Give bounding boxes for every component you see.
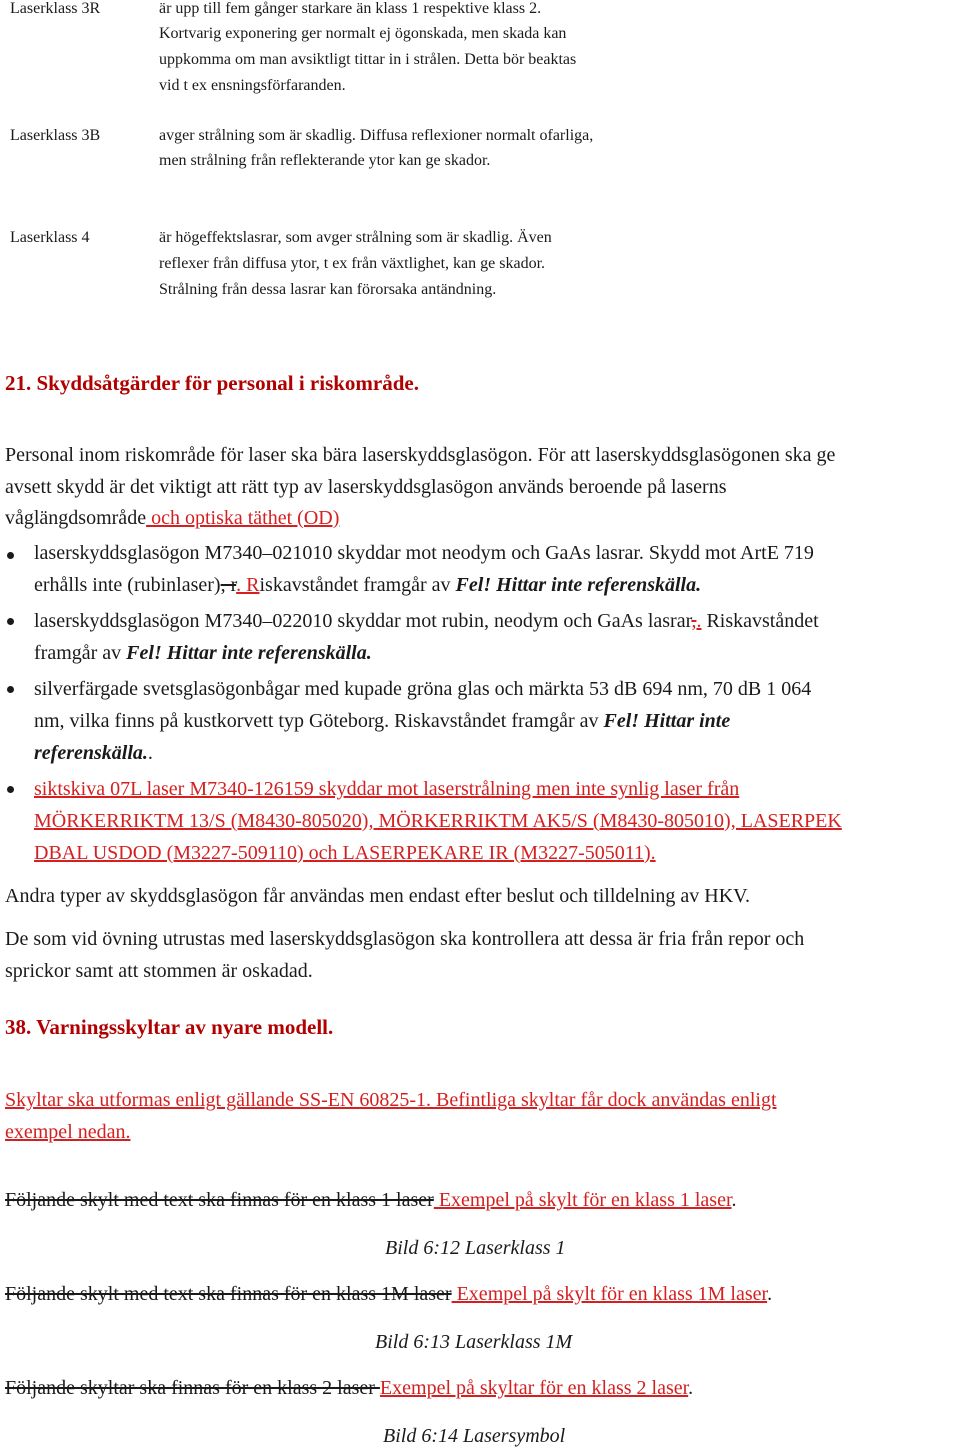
text-run: laserskyddsglasögon M7340–022010 skyddar mot rubin, neodym och GaAs lasrar [34,610,692,632]
bullet-line [34,569,701,601]
paragraph-other-glasses: Andra typer av skyddsglasögon får användas men endast efter beslut och tilldelning av HKV. [5,885,750,907]
inserted-text: Exempel på skyltar för en klass 2 laser [379,1377,689,1399]
bullet-line [34,605,819,637]
paragraph-line: Personal inom riskområde för laser ska bära laserskyddsglasögon. För att laserskyddsglasögonen ska ge [5,444,836,466]
inserted-text: och optiska täthet (OD) [146,507,340,529]
deleted-text: Följande skylt med text ska finnas för en klass 1M laser [5,1283,452,1305]
text-run: våglängdsområde [5,507,147,529]
paragraph-line: sprickor samt att stommen är oskadad. [5,960,313,982]
deleted-text: Följande skylt med text ska finnas för en klass 1 laser [5,1189,434,1211]
class-label: Laserklass 3R [10,0,101,17]
bullet-line-inserted: DBAL USDOD (M3227-509110) och LASERPEKARE IR (M3227-505011). [34,842,656,864]
sign-line-class-1m [5,1278,772,1310]
field-error: Fel! Hittar inte referenskälla. [455,574,702,596]
text-run: framgår av [34,642,127,664]
bullet-dot [7,618,14,625]
bullet-line: silverfärgade svetsglasögonbågar med kupade gröna glas och märkta 53 dB 694 nm, 70 dB 1 064 [34,678,812,700]
text-run: . [688,1377,694,1399]
text-run: Riskavståndet [701,610,819,632]
class-text-line: uppkomma om man avsiktligt tittar in i strålen. Detta bör beaktas [159,51,577,68]
inserted-paragraph-line: exempel nedan. [5,1121,131,1143]
text-run: nm, vilka finns på kustkorvett typ Göteborg. Riskavståndet framgår av [34,710,604,732]
text-run: . [767,1283,773,1305]
sign-line-class-2 [5,1372,693,1404]
deleted-text: , [691,610,697,632]
figure-caption: Bild 6:12 Laserklass 1 [385,1237,566,1259]
class-text-line: är högeffektslasrar, som avger strålning som är skadlig. Även [159,229,552,246]
paragraph-line: De som vid övning utrustas med laserskyddsglasögon ska kontrollera att dessa är fria från repor och [5,928,805,950]
paragraph-line: avsett skydd är det viktigt att rätt typ av laserskyddsglasögon används beroende på laserns [5,476,727,498]
text-run: erhålls inte (rubinlaser) [34,574,221,596]
bullet-dot [7,786,14,793]
section-38-heading: 38. Varningsskyltar av nyare modell. [5,1015,334,1039]
inserted-text: Exempel på skylt för en klass 1M laser [451,1283,768,1305]
class-text-line: Strålning från dessa lasrar kan förorsaka antändning. [159,281,497,298]
class-text-line: Kortvarig exponering ger normalt ej ögonskada, men skada kan [159,25,567,42]
class-text-line: avger strålning som är skadlig. Diffusa reflexioner normalt ofarliga, [159,127,594,144]
deleted-text: Följande skyltar ska finnas för en klass 2 laser [5,1377,380,1399]
bullet-line [34,637,372,669]
bullet-line-inserted: MÖRKERRIKTM 13/S (M8430-805020), MÖRKERRIKTM AK5/S (M8430-805010), LASERPEK [34,810,842,832]
figure-caption: Bild 6:13 Laserklass 1M [375,1331,573,1353]
class-label: Laserklass 4 [10,229,90,246]
class-text-line: reflexer från diffusa ytor, t ex från växtlighet, kan ge skador. [159,255,546,272]
class-label: Laserklass 3B [10,127,101,144]
text-run: . [731,1189,737,1211]
bullet-dot [7,686,14,693]
inserted-paragraph-line: Skyltar ska utformas enligt gällande SS-EN 60825-1. Befintliga skyltar får dock användas enligt [5,1089,777,1111]
bullet-line [34,705,730,737]
text-run: . [147,742,153,764]
bullet-line: laserskyddsglasögon M7340–021010 skyddar mot neodym och GaAs lasrar. Skydd mot ArtE 719 [34,542,814,564]
class-text-line: vid t ex ensningsförfaranden. [159,77,346,94]
bullet-line [34,737,153,769]
class-text-line: men strålning från reflekterande ytor kan ge skador. [159,152,491,169]
field-error: Fel! Hittar inte [603,710,731,732]
bullet-dot [7,552,14,559]
figure-caption: Bild 6:14 Lasersymbol [383,1425,566,1447]
inserted-text: . R [236,574,260,596]
field-error: Fel! Hittar inte referenskälla. [126,642,372,664]
section-21-heading: 21. Skyddsåtgärder för personal i riskområde. [5,371,419,395]
bullet-line-inserted: siktskiva 07L laser M7340-126159 skyddar mot laserstrålning men inte synlig laser från [34,778,740,800]
class-text-line: är upp till fem gånger starkare än klass 1 respektive klass 2. [159,0,542,17]
paragraph-line [5,502,339,534]
inserted-text: Exempel på skylt för en klass 1 laser [433,1189,732,1211]
text-run: iskavståndet framgår av [259,574,456,596]
sign-line-class-1 [5,1184,737,1216]
deleted-text: , r [220,574,237,596]
inserted-text: . [696,610,702,632]
field-error: referenskälla. [34,742,148,764]
